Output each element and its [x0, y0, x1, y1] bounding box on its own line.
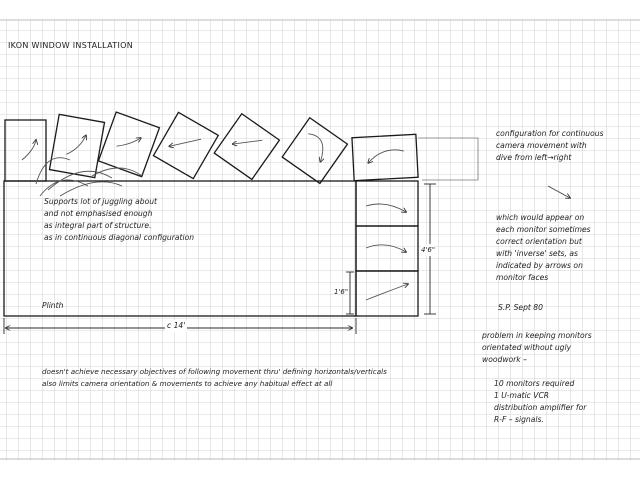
plinth-label: Plinth: [42, 301, 64, 310]
problem-note: problem in keeping monitors orientated without ugly woodwork –: [482, 331, 592, 364]
height-dimension-large: 4'6": [421, 246, 436, 254]
height-dimension-small: 1'6": [334, 288, 349, 296]
configuration-note: configuration for continuous camera movement with dive from left→right: [496, 129, 604, 162]
support-note: Supports lot of juggling about and not emphasised enough as integral part of structure. as in continuous diagonal configuration: [44, 197, 195, 242]
requirements-note: 10 monitors required 1 U-matic VCR distribution amplifier for R-F – signals.: [494, 379, 587, 424]
bottom-note: doesn't achieve necessary objectives of following movement thru' defining horizontals/verticals also limits camera orientation & movements to achieve any habitual effect at all: [42, 367, 387, 388]
sketch-title: IKON WINDOW INSTALLATION: [8, 41, 133, 50]
signature: S.P. Sept 80: [498, 303, 543, 312]
width-dimension-label: c 14': [167, 321, 186, 330]
monitor-orientation-note: which would appear on each monitor sometimes correct orientation but with 'inverse' sets, as indicated by arrows on monitor faces: [496, 213, 591, 282]
